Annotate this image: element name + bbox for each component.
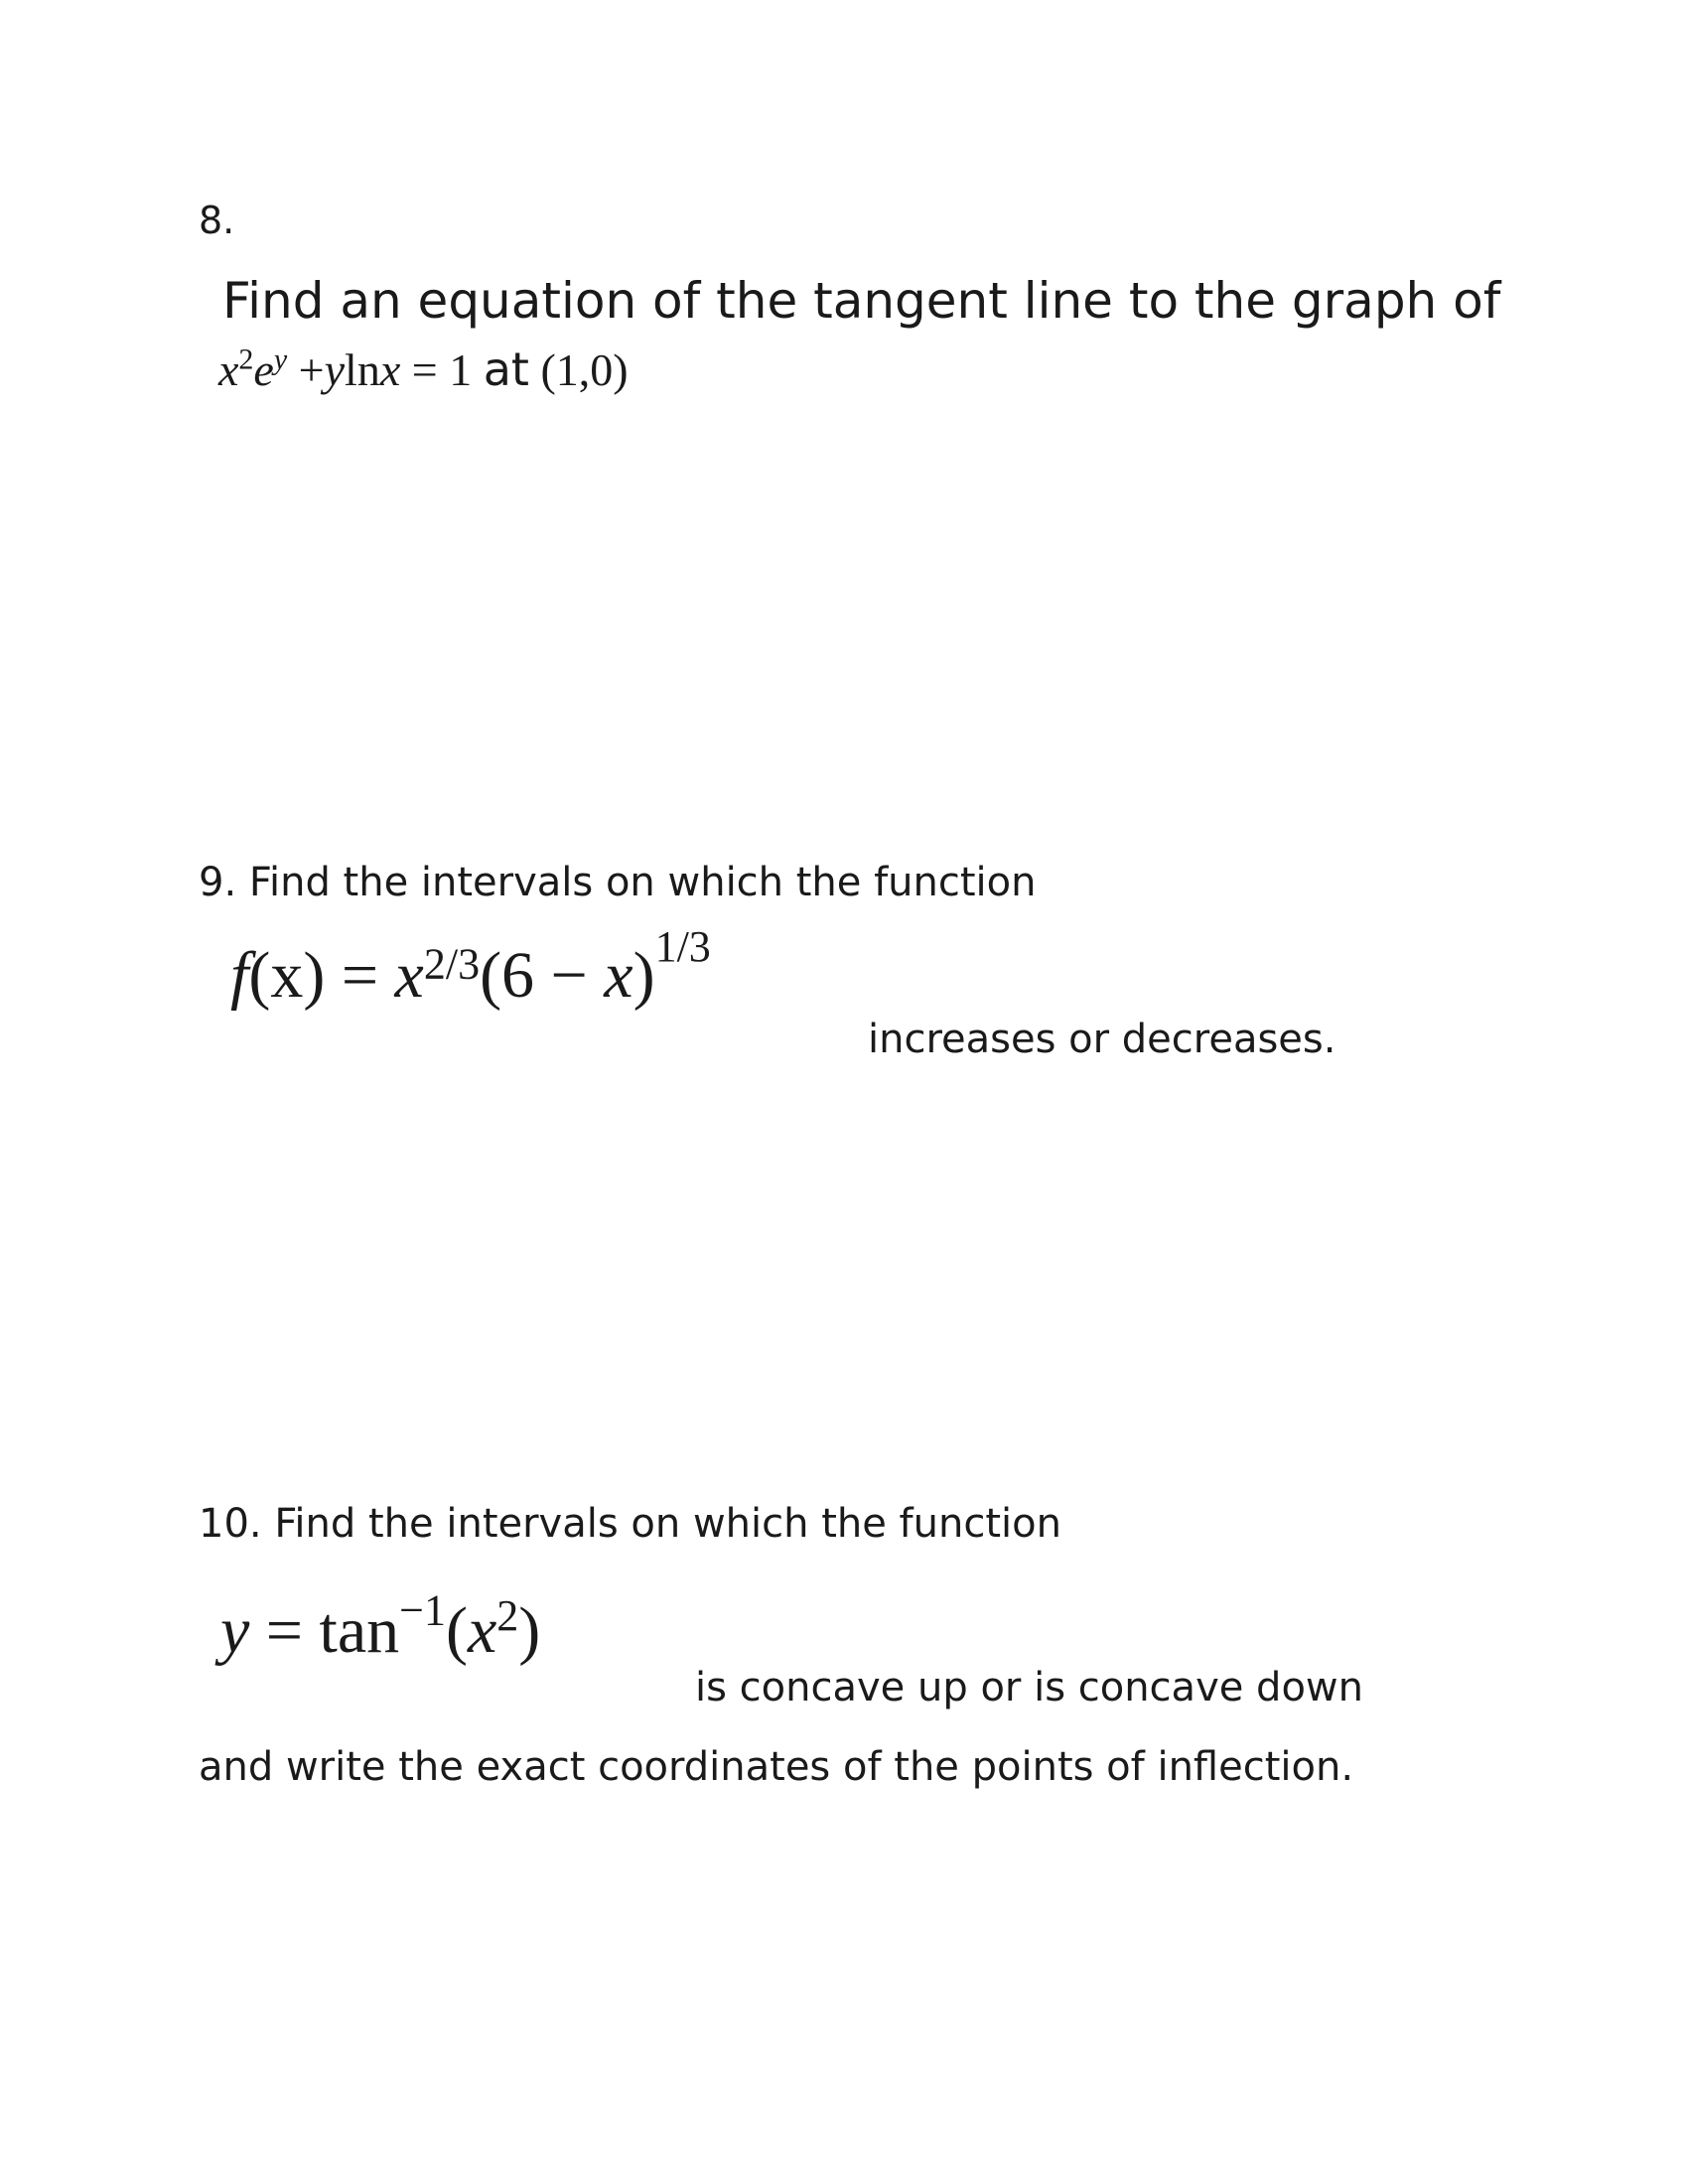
eq9-equals: = [341,939,379,1012]
problem-8-number: 8. [199,199,235,242]
eq8-rhs: 1 [449,344,473,395]
eq8-exp2: 2 [238,342,254,376]
eq8-y: y [324,344,346,395]
eq8-x: x [218,344,239,395]
eq9-f: f [230,939,249,1012]
problem-10-rest: is concave up or is concave down [695,1665,1363,1710]
eq8-at: at [483,342,529,396]
problem-8-equation [218,342,629,396]
problem-10-equation [220,1585,541,1669]
problem-9-prompt: 9. Find the intervals on which the function [199,860,1037,905]
eq10-open: ( [446,1594,468,1667]
eq9-arg: (x) [248,939,326,1012]
eq8-point: (1,0) [540,344,629,395]
eq10-y: y [220,1594,250,1667]
eq9-paren-open: (6 − [480,939,605,1012]
eq10-inv: −1 [399,1585,446,1635]
problem-10-prompt: 10. Find the intervals on which the function [199,1501,1061,1547]
eq8-e: e [253,344,274,395]
eq8-equals: = [411,344,438,395]
eq9-x2: x [604,939,633,1012]
problem-8-prompt: Find an equation of the tangent line to the graph of [222,272,1501,330]
eq8-y-exp: y [273,342,288,376]
problem-9-rest: increases or decreases. [868,1017,1336,1062]
problem-10-last-line: and write the exact coordinates of the points of inflection. [199,1744,1354,1790]
eq10-tan: tan [319,1594,400,1667]
eq8-x2: x [379,344,401,395]
eq10-exp: 2 [496,1591,519,1640]
eq10-close: ) [518,1594,541,1667]
eq10-equals: = [265,1594,304,1667]
eq9-x: x [394,939,424,1012]
eq8-ln: ln [345,344,380,395]
eq9-exp1: 2/3 [423,939,481,989]
eq9-exp2: 1/3 [654,921,711,971]
eq10-x: x [467,1594,497,1667]
eq8-plus: + [298,344,325,395]
eq9-paren-close: ) [633,939,655,1012]
problem-9-equation [230,921,711,1014]
